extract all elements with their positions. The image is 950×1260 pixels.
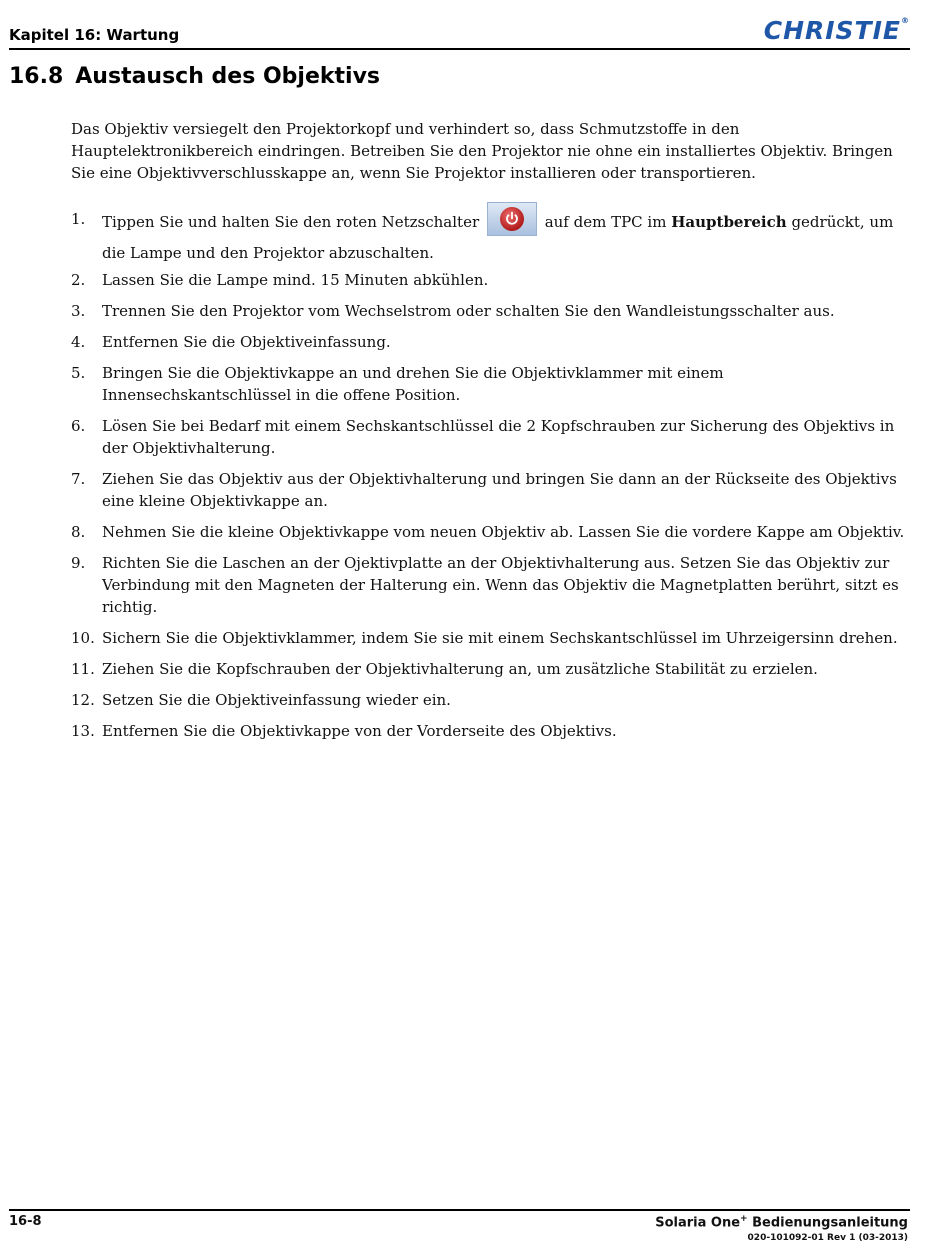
step-item xyxy=(71,689,911,711)
step-number: 1. xyxy=(71,210,86,228)
step-number: 10. xyxy=(71,629,95,647)
step-text: Bringen Sie die Objektivkappe an und drehen Sie die Objektivklammer mit einem Innensechskantschlüssel in die offene Position. xyxy=(102,364,724,404)
intro-paragraph: Das Objektiv versiegelt den Projektorkopf und verhindert so, dass Schmutzstoffe in den Hauptelektronikbereich eindringen. Betreiben Sie den Projektor nie ohne ein installiertes Objektiv. Bringen Sie eine Objektivverschlusskappe an, wenn Sie Projektor installieren oder transportieren. xyxy=(71,120,893,182)
step-number: 9. xyxy=(71,554,86,572)
section-title: Austausch des Objektivs xyxy=(75,64,381,89)
power-button-icon xyxy=(487,202,537,236)
step-item xyxy=(71,720,911,742)
step-text: Ziehen Sie das Objektiv aus der Objektivhalterung und bringen Sie dann an der Rückseite des Objektivs eine kleine Objektivkappe an. xyxy=(102,470,897,510)
step-text: Nehmen Sie die kleine Objektivkappe vom neuen Objektiv ab. Lassen Sie die vordere Kappe am Objektiv. xyxy=(102,523,905,541)
chapter-title: Kapitel 16: Wartung xyxy=(9,26,180,44)
step-number: 3. xyxy=(71,302,86,320)
step-text: Sichern Sie die Objektivklammer, indem Sie sie mit einem Sechskantschlüssel im Uhrzeigersinn drehen. xyxy=(102,629,898,647)
manual-name: Bedienungsanleitung xyxy=(752,1215,908,1231)
page-number: 16-8 xyxy=(9,1214,42,1229)
product-name: Solaria One xyxy=(655,1215,741,1231)
step-bold-term: Hauptbereich xyxy=(671,213,787,231)
step-item xyxy=(71,206,911,266)
step-item xyxy=(71,521,911,543)
step-text: auf dem TPC im xyxy=(544,213,667,231)
step-text: Setzen Sie die Objektiveinfassung wieder ein. xyxy=(102,691,451,709)
registered-mark: ® xyxy=(901,16,910,25)
step-item xyxy=(71,331,911,353)
step-text: Entfernen Sie die Objektiveinfassung. xyxy=(102,333,391,351)
step-number: 6. xyxy=(71,417,86,435)
step-text: Richten Sie die Laschen an der Ojektivplatte an der Objektivhalterung aus. Setzen Sie das Objektiv zur Verbindung mit den Magneten der Halterung ein. Wenn das Objektiv die Magnetplatten berührt, sitzt es richtig. xyxy=(102,554,899,616)
step-item xyxy=(71,552,911,618)
step-number: 11. xyxy=(71,660,95,678)
step-number: 12. xyxy=(71,691,95,709)
christie-logo xyxy=(764,16,910,45)
step-number: 8. xyxy=(71,523,86,541)
step-text: gedrückt, um die Lampe und den Projektor abzuschalten. xyxy=(102,213,894,262)
step-item xyxy=(71,627,911,649)
footer-rule xyxy=(9,1209,910,1211)
step-item xyxy=(71,269,911,291)
product-superscript: + xyxy=(740,1214,748,1224)
step-text: Lösen Sie bei Bedarf mit einem Sechskantschlüssel die 2 Kopfschrauben zur Sicherung des Objektivs in der Objektivhalterung. xyxy=(102,417,895,457)
procedure-steps xyxy=(71,206,911,751)
step-number: 2. xyxy=(71,271,86,289)
step-text: Trennen Sie den Projektor vom Wechselstrom oder schalten Sie den Wandleistungsschalter aus. xyxy=(102,302,835,320)
step-item xyxy=(71,415,911,459)
step-number: 7. xyxy=(71,470,86,488)
section-number: 16.8 xyxy=(9,64,64,89)
step-text: Lassen Sie die Lampe mind. 15 Minuten abkühlen. xyxy=(102,271,489,289)
step-item xyxy=(71,658,911,680)
brand-name: CHRISTIE xyxy=(763,16,901,45)
step-number: 4. xyxy=(71,333,86,351)
step-text: Ziehen Sie die Kopfschrauben der Objektivhalterung an, um zusätzliche Stabilität zu erzielen. xyxy=(102,660,818,678)
section-heading xyxy=(9,64,380,89)
step-item xyxy=(71,300,911,322)
document-number: 020-101092-01 Rev 1 (03-2013) xyxy=(747,1233,908,1243)
step-item xyxy=(71,468,911,512)
step-text: Tippen Sie und halten Sie den roten Netzschalter xyxy=(102,213,480,231)
step-number: 5. xyxy=(71,364,86,382)
step-item xyxy=(71,362,911,406)
manual-title xyxy=(655,1214,908,1230)
header-rule xyxy=(9,48,910,50)
step-number: 13. xyxy=(71,722,95,740)
step-text: Entfernen Sie die Objektivkappe von der Vorderseite des Objektivs. xyxy=(102,722,617,740)
